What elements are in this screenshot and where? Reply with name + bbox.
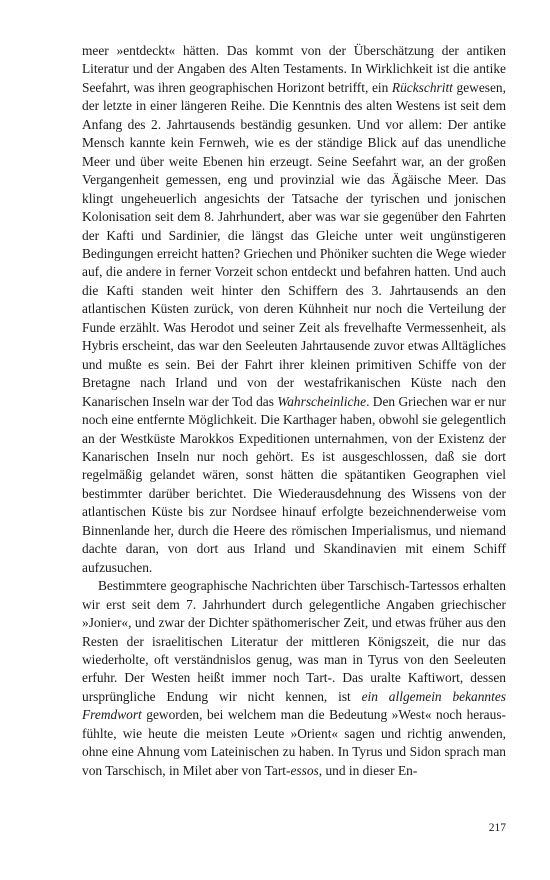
para2-text-3: , und in dieser En- [318,762,418,778]
para1-emphasis-wahrscheinliche: Wahrscheinliche [277,393,367,409]
paragraph-2 [82,577,506,780]
para2-text-1: Bestimmtere geographische Nachrichten über Tarschisch-Tartessos erhalten wir erst seit dem 7. Jahrhundert durch gelegentliche Angaben griechischer »Jonier«, und zwar der Dichter späthomerischer Zeit, und etwas früher aus den Resten der israelitischen Literatur der mittleren Königszeit, die nur das wiederholte, oft verständnislos genug, was man in Tyrus von den Seeleuten erfuhr. Der Westen heißt immer noch Tart-. Das uralte Kaftiwort, dessen ursprüngliche Endung wir nicht kennen, ist [82,578,506,704]
paragraph-1 [82,42,506,577]
para1-text-1: meer »entdeckt« hätten. Das kommt von der Überschätzung der antiken Literatur und der Angaben des Alten Testaments. In Wirklichkeit ist die antike Seefahrt, was ihren geographischen Horizont betrifft, ein [82,43,506,95]
book-page-body [82,42,506,780]
para1-emphasis-rueckschritt: Rückschritt [391,79,453,95]
para1-text-2: gewesen, der letzte in einer längeren Reihe. Die Kenntnis des alten Westens ist seit dem Anfang des 2. Jahrtausends beständig gesunken. Und vor allem: Der antike Mensch kannte kein Fernweh, wie es der ständige Blick auf das unendliche Meer und über weite Ebenen hin erzeugt. Seine Seefahrt war, an der großen Vergangenheit gemessen, eng und provinzial wie das Ägäische Meer. Das klingt ungeheuerlich angesichts der Tatsache der tyrischen und jonischen Kolonisation seit dem 8. Jahrhundert, aber was war sie gegenüber den Fahrten der Kafti und Sardinier, die längst das Gleiche unter weit ungünstigeren Bedingungen erreicht hatten? Griechen und Phöniker suchten die Wege wieder auf, die andere in ferner Vorzeit schon entdeckt und befahren hatten. Und auch die Kafti standen weit hinter den Schiffern des 3. Jahrtausends an den atlantischen Küsten zurück, von deren Kühnheit nur noch die Verteilung der Funde erzählt. Was Herodot und seiner Zeit als frevelhafte Vermessenheit, als Hybris erscheint, das war den Seeleuten Jahrtausende zuvor etwas Alltägliches und mußte es sein. Bei der Fahrt ihrer kleinen primitiven Schiffe von der Bretagne nach Irland und von der westafrikanischen Küste nach den Kanarischen Inseln war der Tod das [82,79,506,409]
page-number: 217 [488,822,506,834]
para2-text-2: geworden, bei welchem man die Bedeutung »West« noch herausfühlte, wie heute die meisten Leute »Orient« sagen und richtig anwenden, ohne eine Ahnung vom Lateinischen zu haben. In Tyrus und Sidon sprach man von Tarschisch, in Milet aber von Tart- [82,707,506,778]
para2-emphasis-essos: essos [290,762,319,778]
para2-emphasis-fremdwort: ein allgemein bekanntes Fremdwort [82,688,506,723]
para1-text-3: . Den Griechen war er nur noch eine entfernte Möglichkeit. Die Karthager haben, obwohl sie gelegentlich an der Westküste Marokkos Expeditionen unternahmen, von der Existenz der Kanarischen Inseln nur noch gehört. Es ist ausgeschlossen, daß sie dort regelmäßig gelandet wären, sonst hätten die spätantiken Geographen viel bestimmter darüber berichtet. Die Wiederausdehnung des Wissens von der atlantischen Küste bis zur Nordsee hinauf erfolgte bezeichnenderweise vom Binnenlande her, durch die Heere des römischen Imperialismus, und niemand dachte daran, von dort aus Irland und Skandinavien mit einem Schiff aufzusuchen. [82,393,506,575]
